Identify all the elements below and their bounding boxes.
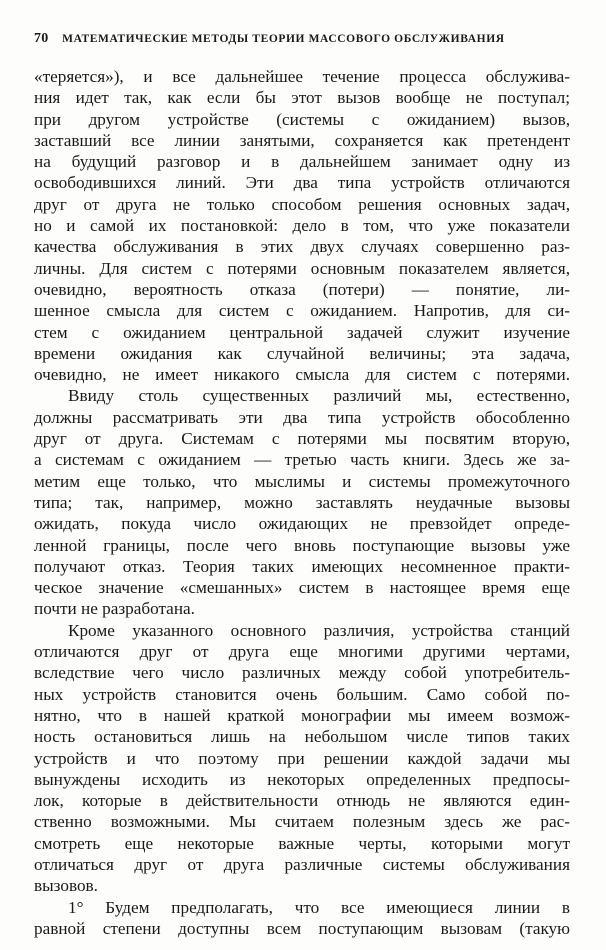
- text-line: но и самой их постановкой: дело в том, что уже показатели: [34, 216, 570, 236]
- text-line: а системам с ожиданием — третью часть книги. Здесь же за-: [34, 450, 570, 470]
- text-line: друг от друга. Системам с потерями мы посвятим вторую,: [34, 429, 570, 449]
- text-line: 1° Будем предполагать, что все имеющиеся линии в: [68, 897, 570, 917]
- text-line: Кроме указанного основного различия, устройства станций: [68, 620, 570, 640]
- paragraph: [34, 897, 570, 940]
- text-line: получают отказ. Теория таких имеющих несомненное практи-: [34, 556, 570, 576]
- text-line: вызовов.: [34, 876, 98, 896]
- page-header: [34, 31, 570, 47]
- text-line: равной степени доступны всем поступающим вызовам (такую: [34, 918, 570, 938]
- text-line: освободившихся линий. Эти два типа устройств отличаются: [34, 173, 570, 193]
- text-line: ственно возможными. Мы считаем полезным здесь же рас-: [34, 812, 570, 832]
- text-line: личны. Для систем с потерями основным показателем является,: [34, 258, 570, 278]
- text-line: ных устройств становится очень большим. Само собой по-: [34, 684, 570, 704]
- text-line: стем с ожиданием центральной задачей служит изучение: [34, 322, 570, 342]
- text-line: нятно, что в нашей краткой монографии мы имеем возмож-: [34, 705, 570, 725]
- text-line: отличаются друг от друга еще многими другими чертами,: [34, 642, 570, 662]
- text-line: устройств и что поэтому при решении каждой задачи мы: [34, 748, 570, 768]
- paragraph: [34, 66, 570, 385]
- text-line: ния идет так, как если бы этот вызов вообще не поступал;: [34, 88, 570, 108]
- paragraph: [34, 385, 570, 619]
- body-text: [34, 66, 570, 939]
- text-line: заставший все линии занятыми, сохраняется как претендент: [34, 130, 570, 150]
- page-number: 70: [34, 31, 49, 46]
- text-line: очевидно, вероятность отказа (потери) — понятие, ли-: [34, 279, 570, 299]
- text-line: шенное смысла для систем с ожиданием. Напротив, для си-: [34, 301, 570, 321]
- text-line: на будущий разговор и в дальнейшем занимает одну из: [34, 152, 570, 172]
- text-line: вынуждены исходить из некоторых определенных предпосы-: [34, 769, 570, 789]
- text-line: ческое значение «смешанных» систем в настоящее время еще: [34, 578, 570, 598]
- text-line: ность остановиться лишь на небольшом числе типов таких: [34, 727, 570, 747]
- text-line: почти не разработана.: [34, 599, 195, 619]
- text-line: времени ожидания как случайной величины; эта задача,: [34, 343, 570, 363]
- text-line: очевидно, не имеет никакого смысла для систем с потерями.: [34, 365, 570, 385]
- running-title: МАТЕМАТИЧЕСКИЕ МЕТОДЫ ТЕОРИИ МАССОВОГО ОБСЛУЖИВАНИЯ: [62, 33, 505, 45]
- text-line: метим еще только, что мыслимы и системы промежуточного: [34, 471, 570, 491]
- text-line: вследствие чего число различных между собой употребитель-: [34, 663, 570, 683]
- text-line: смотреть еще некоторые важные черты, которыми могут: [34, 833, 570, 853]
- text-line: типа; так, например, можно заставлять неудачные вызовы: [34, 492, 570, 512]
- text-line: «теряется»), и все дальнейшее течение процесса обслужива-: [34, 67, 570, 86]
- text-line: ожидать, покуда число ожидающих не превзойдет опреде-: [34, 514, 570, 534]
- paragraph: [34, 620, 570, 897]
- text-line: ленной границы, после чего вновь поступающие вызовы уже: [34, 535, 570, 555]
- text-line: Ввиду столь существенных различий мы, естественно,: [68, 386, 570, 406]
- text-line: лок, которые в действительности отнюдь не являются един-: [34, 791, 570, 811]
- text-line: качества обслуживания в этих двух случаях совершенно раз-: [34, 237, 570, 257]
- text-line: при другом устройстве (системы с ожиданием) вызов,: [34, 109, 570, 129]
- text-line: друг от друга не только способом решения основных задач,: [34, 194, 570, 214]
- text-line: должны рассматривать эти два типа устройств обособленно: [34, 407, 570, 427]
- text-line: отличаться друг от друга различные системы обслуживания: [34, 854, 570, 874]
